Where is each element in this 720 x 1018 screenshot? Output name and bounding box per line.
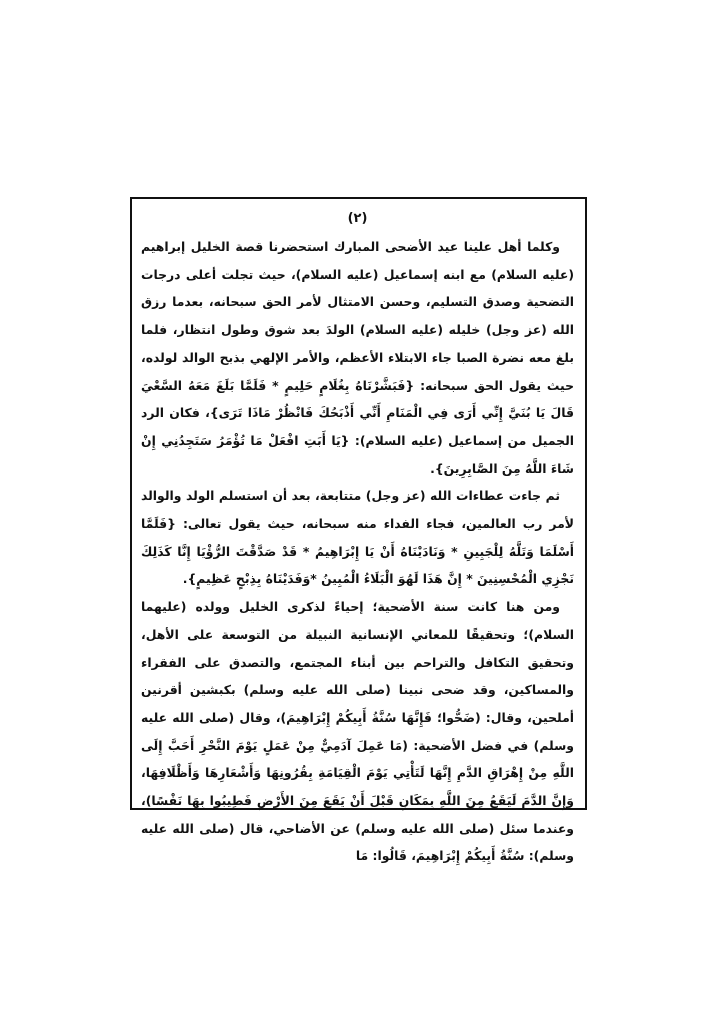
paragraph-1: وكلما أهل علينا عيد الأضحى المبارك استحضرنا قصة الخليل إبراهيم (عليه السلام) مع ابنه إسماعيل (عليه السلام)، حيث تجلت أعلى درجات التضحية وصدق التسليم، وحسن الامتثال لأمر الحق سبحانه، بعدما رزق الله (عز وجل) خليله (عليه السلام) الولدَ بعد شوق وطول انتظار، فلما بلغ معه نضرة الصبا جاء الابتلاء الأعظم، والأمر الإلهي بذبح الوالد لولده، حيث يقول الحق سبحانه: {فَبَشَّرْنَاهُ بِغُلَامٍ حَلِيمٍ * فَلَمَّا بَلَغَ مَعَهُ السَّعْيَ قَالَ يَا بُنَيَّ إِنِّي أَرَى فِي الْمَنَامِ أَنِّي أَذْبَحُكَ فَانْظُرْ مَاذَا تَرَى}، فكان الرد الجميل من إسماعيل (عليه السلام): {يَا أَبَتِ افْعَلْ مَا تُؤْمَرُ سَتَجِدُنِي إِنْ شَاءَ اللَّهُ مِنَ الصَّابِرِينَ}.	[141, 239, 574, 476]
page-number: (٢)	[347, 211, 368, 226]
paragraph-2: ثم جاءت عطاءات الله (عز وجل) متتابعة، بعد أن استسلم الولد والوالد لأمر رب العالمين، فجاء الفداء منه سبحانه، حيث يقول تعالى: {فَلَمَّا أَسْلَمَا وَتَلَّهُ لِلْجَبِينِ * وَنَادَيْنَاهُ أَنْ يَا إِبْرَاهِيمُ * قَدْ صَدَّقْتَ الرُّؤْيَا إِنَّا كَذَلِكَ نَجْزِي الْمُحْسِنِينَ * إِنَّ هَذَا لَهُوَ الْبَلَاءُ الْمُبِينُ *وَفَدَيْنَاهُ بِذِبْحٍ عَظِيمٍ}.	[141, 488, 574, 587]
page-frame	[130, 197, 587, 864]
paragraph-3: ومن هنا كانت سنة الأضحية؛ إحياءً لذكرى الخليل وولده (عليهما السلام)؛ وتحقيقًا للمعاني الإنسانية النبيلة من التوسعة على الأهل، وتحقيق التكافل والتراحم بين أبناء المجتمع، والتصدق على الفقراء والمساكين، وقد ضحى نبينا (صلى الله عليه وسلم) بكبشين أقرنين أملحين، وقال: (ضَحُّوا؛ فَإِنَّهَا سُنَّةُ أَبِيكُمْ إِبْرَاهِيمَ)، وقال (صلى الله عليه وسلم) في فضل الأضحية: (مَا عَمِلَ آدَمِيٌّ مِنْ عَمَلٍ يَوْمَ النَّحْرِ أَحَبَّ إِلَى اللَّهِ مِنْ إِهْرَاقِ الدَّمِ إِنَّهَا لَتَأْتِي يَوْمَ الْقِيَامَةِ بِقُرُونِهَا وَأَشْعَارِهَا وَأَظْلَافِهَا، وَإِنَّ الدَّمَ لَيَقَعُ مِنَ اللَّهِ بِمَكَانٍ قَبْلَ أَنْ يَقَعَ مِنَ الأَرْضِ فَطِيبُوا بِهَا نَفْسًا)، وعندما سئل (صلى الله عليه وسلم) عن الأضاحي، قال (صلى الله عليه وسلم): سُنَّةُ أَبِيكُمْ إِبْرَاهِيمَ، قَالُوا: مَا	[141, 599, 574, 864]
